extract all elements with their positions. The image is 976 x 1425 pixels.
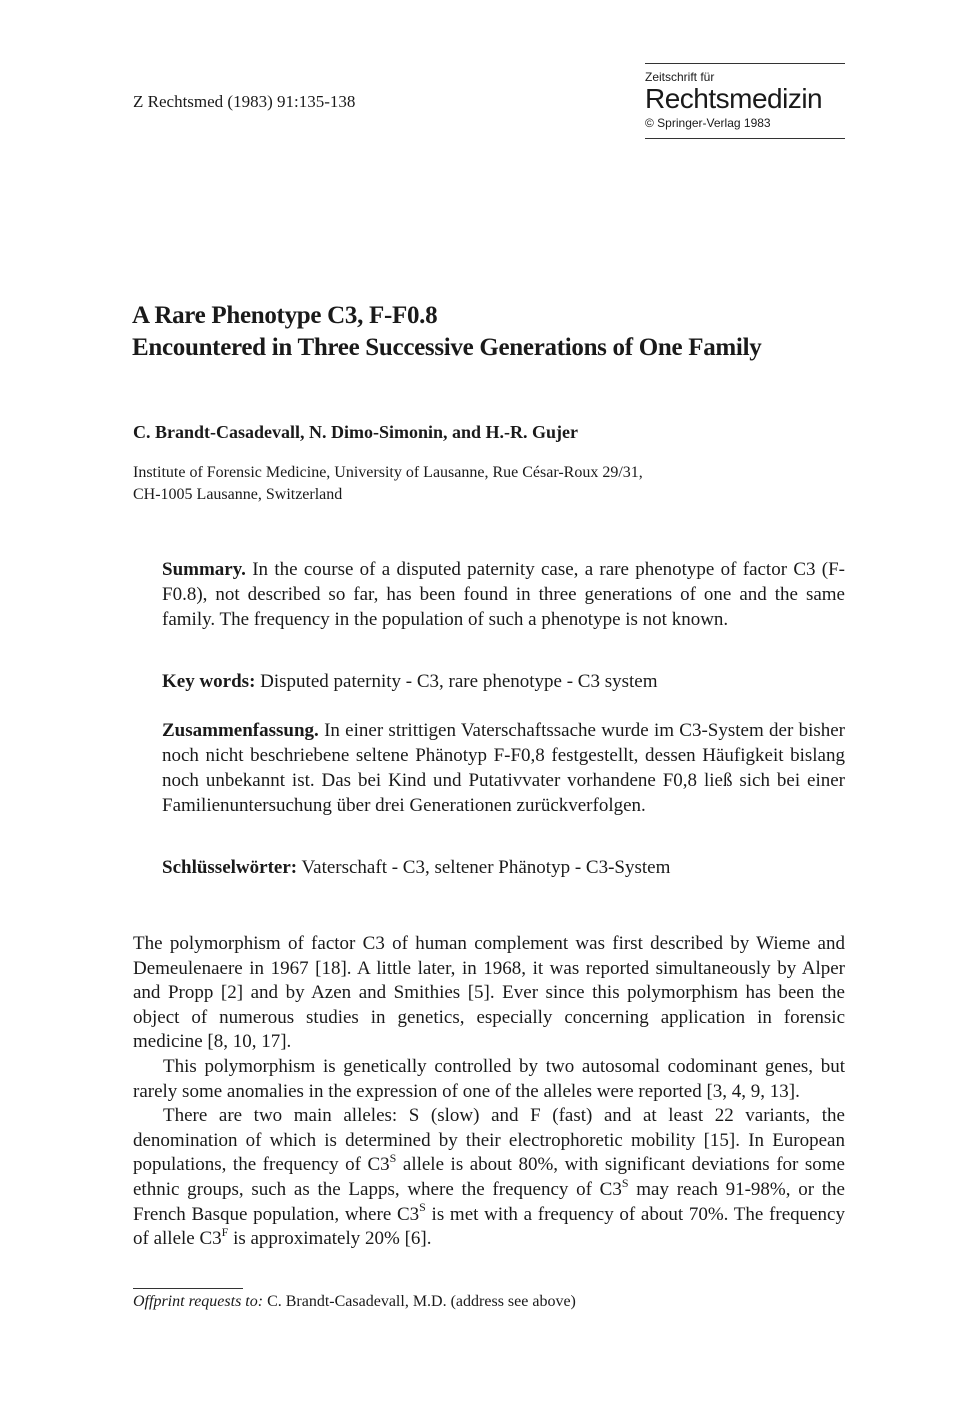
masthead-bottom-rule [645,138,845,139]
footnote-text: C. Brandt-Casadevall, M.D. (address see above) [267,1293,576,1310]
journal-name: Rechtsmedizin [645,83,823,114]
zusammenfassung-label: Zusammenfassung. [162,720,319,741]
footnote-label: Offprint requests to: [133,1293,264,1310]
title-line-1: A Rare Phenotype C3, F-F0.8 [132,302,438,329]
footnote [133,1293,576,1311]
journal-prefix: Zeitschrift für [645,70,715,84]
p3-segment-a: There are two main alleles: S (slow) and F (fast) and at least 22 variants, the denomination of which is determined by their electrophoretic mobility [15]. In European populations, the frequency of C3 [133,1105,845,1176]
body-paragraph-3 [133,1104,845,1252]
affiliation-line-2: CH-1005 Lausanne, Switzerland [133,486,343,503]
p3-segment-d: is met with a frequency of about 70%. The frequency of allele C3 [133,1203,845,1250]
p3-segment-e: is approximately 20% [6]. [228,1228,432,1250]
keywords-line [162,669,845,694]
p3-segment-b: allele is about 80%, with significant deviations for some ethnic groups, such as the Lapps, where the frequency of C3 [133,1154,845,1200]
keywords-text: Disputed paternity - C3, rare phenotype - C3 system [260,671,658,692]
zusammenfassung-text: In einer strittigen Vaterschaftssache wurde im C3-System der bisher noch nicht beschriebene seltene Phänotyp F-F0,8 festgestellt, dessen Häufigkeit bislang noch unbekannt ist. Das bei Kind und Putativvater vorhandene F0,8 ließ sich bei einer Familienuntersuchung über drei Generationen zurückverfolgen. [162,720,846,816]
superscript-s-2: S [621,1175,629,1190]
schluesselwoerter-text: Vaterschaft - C3, seltener Phänotyp - C3-System [301,857,671,878]
superscript-f: F [221,1224,229,1239]
article-title [132,300,892,364]
affiliation-line-1: Institute of Forensic Medicine, University of Lausanne, Rue César-Roux 29/31, [133,464,643,481]
superscript-s-3: S [419,1200,426,1215]
p3-segment-c: may reach 91-98%, or the French Basque population, where C3 [133,1178,845,1225]
body-text [133,932,845,1252]
keywords-label: Key words: [162,671,256,692]
title-line-2: Encountered in Three Successive Generations of One Family [132,334,762,361]
schluesselwoerter-line [162,855,845,880]
body-paragraph-1: The polymorphism of factor C3 of human complement was first described by Wieme and Demeulenaere in 1967 [18]. A little later, in 1968, it was reported simultaneously by Alper and Propp [2] and by Azen and Smithies [5]. Ever since this polymorphism has been the object of numerous studies in genetics, especially concerning application in forensic medicine [8, 10, 17]. [133,933,845,1053]
affiliation [133,462,833,506]
footnote-rule [133,1288,243,1289]
publisher-copyright: © Springer-Verlag 1983 [645,116,771,130]
summary-paragraph [162,557,845,632]
schluesselwoerter-label: Schlüsselwörter: [162,857,298,878]
journal-citation: Z Rechtsmed (1983) 91:135-138 [133,92,356,111]
journal-masthead [645,63,845,139]
body-paragraph-2: This polymorphism is genetically controlled by two autosomal codominant genes, but rarely some anomalies in the expression of one of the alleles were reported [3, 4, 9, 13]. [133,1055,845,1102]
masthead-top-rule [645,63,845,64]
authors: C. Brandt-Casadevall, N. Dimo-Simonin, and H.-R. Gujer [133,422,579,442]
superscript-s-1: S [389,1151,397,1166]
zusammenfassung-paragraph [162,718,845,818]
summary-text: In the course of a disputed paternity case, a rare phenotype of factor C3 (F-F0.8), not described so far, has been found in three generations of one and the same family. The frequency in the population of such a phenotype is not known. [162,559,845,630]
summary-label: Summary. [162,559,246,580]
